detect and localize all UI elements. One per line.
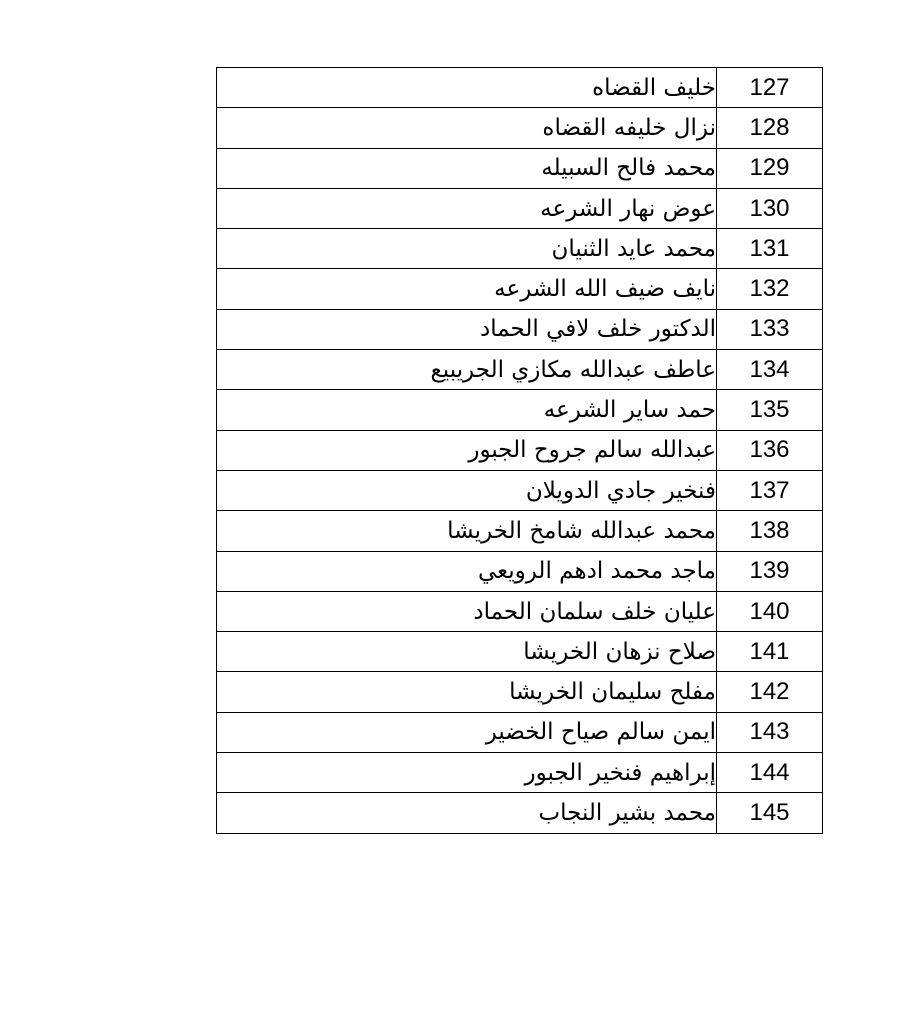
name-cell: مفلح سليمان الخريشا — [217, 672, 717, 712]
number-cell: 135 — [717, 390, 823, 430]
number-cell: 145 — [717, 793, 823, 833]
name-cell: محمد عبدالله شامخ الخريشا — [217, 511, 717, 551]
table-row — [217, 753, 823, 793]
names-table-body — [217, 68, 823, 834]
number-cell: 128 — [717, 108, 823, 148]
number-cell: 137 — [717, 470, 823, 510]
number-cell: 133 — [717, 309, 823, 349]
number-cell: 127 — [717, 68, 823, 108]
number-cell: 141 — [717, 632, 823, 672]
name-cell: ايمن سالم صياح الخضير — [217, 712, 717, 752]
name-cell: صلاح نزهان الخريشا — [217, 632, 717, 672]
name-cell: خليف القضاه — [217, 68, 717, 108]
table-row — [217, 470, 823, 510]
table-row — [217, 269, 823, 309]
table-row — [217, 229, 823, 269]
number-cell: 129 — [717, 148, 823, 188]
number-cell: 143 — [717, 712, 823, 752]
number-cell: 136 — [717, 430, 823, 470]
table-row — [217, 430, 823, 470]
table-row — [217, 591, 823, 631]
name-cell: عاطف عبدالله مكازي الجريبيع — [217, 350, 717, 390]
number-cell: 130 — [717, 188, 823, 228]
number-cell: 139 — [717, 551, 823, 591]
table-row — [217, 68, 823, 108]
name-cell: إبراهيم فنخير الجبور — [217, 753, 717, 793]
table-row — [217, 148, 823, 188]
number-cell: 140 — [717, 591, 823, 631]
table-row — [217, 390, 823, 430]
name-cell: حمد ساير الشرعه — [217, 390, 717, 430]
table-row — [217, 551, 823, 591]
name-cell: فنخير جادي الدويلان — [217, 470, 717, 510]
name-cell: عبدالله سالم جروح الجبور — [217, 430, 717, 470]
table-row — [217, 511, 823, 551]
name-cell: عوض نهار الشرعه — [217, 188, 717, 228]
names-table — [216, 67, 823, 834]
name-cell: محمد بشير النجاب — [217, 793, 717, 833]
name-cell: نايف ضيف الله الشرعه — [217, 269, 717, 309]
table-row — [217, 712, 823, 752]
name-cell: محمد فالح السبيله — [217, 148, 717, 188]
table-row — [217, 793, 823, 833]
name-cell: محمد عايد الثنيان — [217, 229, 717, 269]
table-row — [217, 350, 823, 390]
number-cell: 144 — [717, 753, 823, 793]
table-row — [217, 108, 823, 148]
number-cell: 131 — [717, 229, 823, 269]
name-cell: الدكتور خلف لافي الحماد — [217, 309, 717, 349]
number-cell: 134 — [717, 350, 823, 390]
number-cell: 142 — [717, 672, 823, 712]
table-row — [217, 632, 823, 672]
name-cell: نزال خليفه القضاه — [217, 108, 717, 148]
table-row — [217, 188, 823, 228]
name-cell: عليان خلف سلمان الحماد — [217, 591, 717, 631]
table-row — [217, 309, 823, 349]
number-cell: 138 — [717, 511, 823, 551]
name-cell: ماجد محمد ادهم الرويعي — [217, 551, 717, 591]
number-cell: 132 — [717, 269, 823, 309]
table-row — [217, 672, 823, 712]
